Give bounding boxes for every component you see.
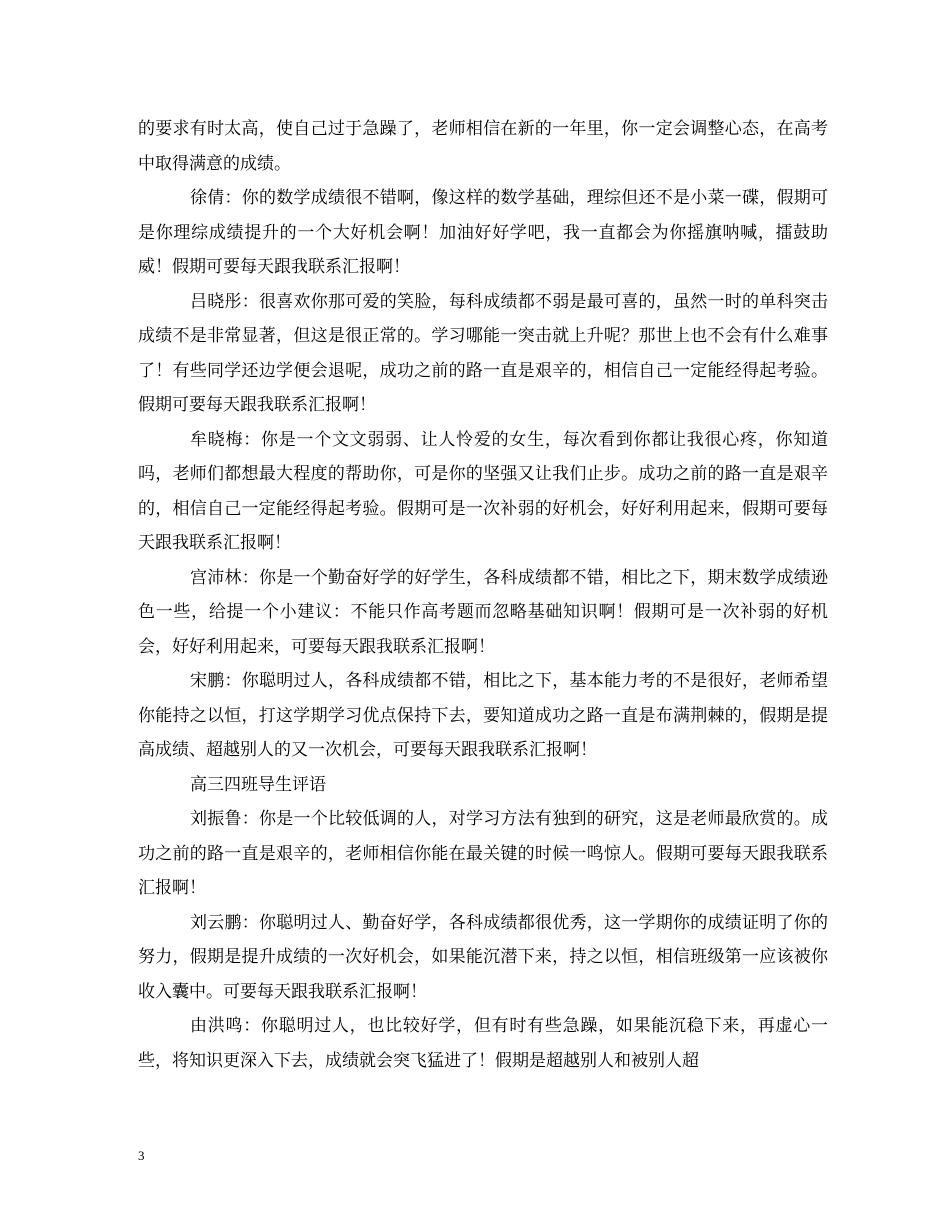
comment-liu-zhenlu: 刘振鲁：你是一个比较低调的人，对学习方法有独到的研究，这是老师最欣赏的。成功之前的路一直是艰辛的，老师相信你能在最关键的时候一鸣惊人。假期可要每天跟我联系汇报啊！ xyxy=(138,809,828,898)
comment-mou-xiaomei: 牟晓梅：你是一个文文弱弱、让人怜爱的女生，每次看到你都让我很心疼，你知道吗，老师们都想最大程度的帮助你，可是你的坚强又让我们止步。成功之前的路一直是艰辛的，相信自己一定能经得起考验。假期可是一次补弱的好机会，好好利用起来，假期可要每天跟我联系汇报啊！ xyxy=(138,429,828,553)
comment-gong-peilin: 宫沛林：你是一个勤奋好学的好学生，各科成绩都不错，相比之下，期末数学成绩逊色一些，给提一个小建议：不能只作高考题而忽略基础知识啊！假期可是一次补弱的好机会，好好利用起来，可要每天跟我联系汇报啊！ xyxy=(138,567,828,657)
comment-you-hongming: 由洪鸣：你聪明过人，也比较好学，但有时有些急躁，如果能沉稳下来，再虚心一些，将知识更深入下去，成绩就会突飞猛进了！假期是超越别人和被别人超 xyxy=(138,1016,828,1071)
comment-lv-xiaotong: 吕晓彤：很喜欢你那可爱的笑脸，每科成绩都不弱是最可喜的，虽然一时的单科突击成绩不是非常显著，但这是很正常的。学习哪能一突击就上升呢？那世上也不会有什么难事了！有些同学还边学便会退呢，成功之前的路一直是艰辛的，相信自己一定能经得起考验。假期可要每天跟我联系汇报啊！ xyxy=(138,291,828,415)
comment-song-peng: 宋鹏：你聪明过人，各科成绩都不错，相比之下，基本能力考的不是很好，老师希望你能持之以恒，打这学期学习优点保持下去，要知道成功之路一直是布满荆棘的，假期是提高成绩、超越别人的又一次机会，可要每天跟我联系汇报啊！ xyxy=(138,671,828,760)
paragraph-continuation: 的要求有时太高，使自己过于急躁了，老师相信在新的一年里，你一定会调整心态，在高考中取得满意的成绩。 xyxy=(138,119,828,174)
section-heading-class-four: 高三四班导生评语 xyxy=(190,774,326,795)
page-number: 3 xyxy=(138,1148,145,1163)
comment-xu-qian: 徐倩：你的数学成绩很不错啊，像这样的数学基础，理综但还不是小菜一碟，假期可是你理综成绩提升的一个大好机会啊！加油好好学吧，我一直都会为你摇旗呐喊，擂鼓助威！假期可要每天跟我联系汇报啊！ xyxy=(138,188,828,277)
comment-liu-yunpeng: 刘云鹏：你聪明过人、勤奋好学，各科成绩都很优秀，这一学期你的成绩证明了你的努力，假期是提升成绩的一次好机会，如果能沉潜下来，持之以恒，相信班级第一应该被你收入囊中。可要每天跟我联系汇报啊！ xyxy=(138,912,828,1002)
document-body xyxy=(138,112,828,1078)
